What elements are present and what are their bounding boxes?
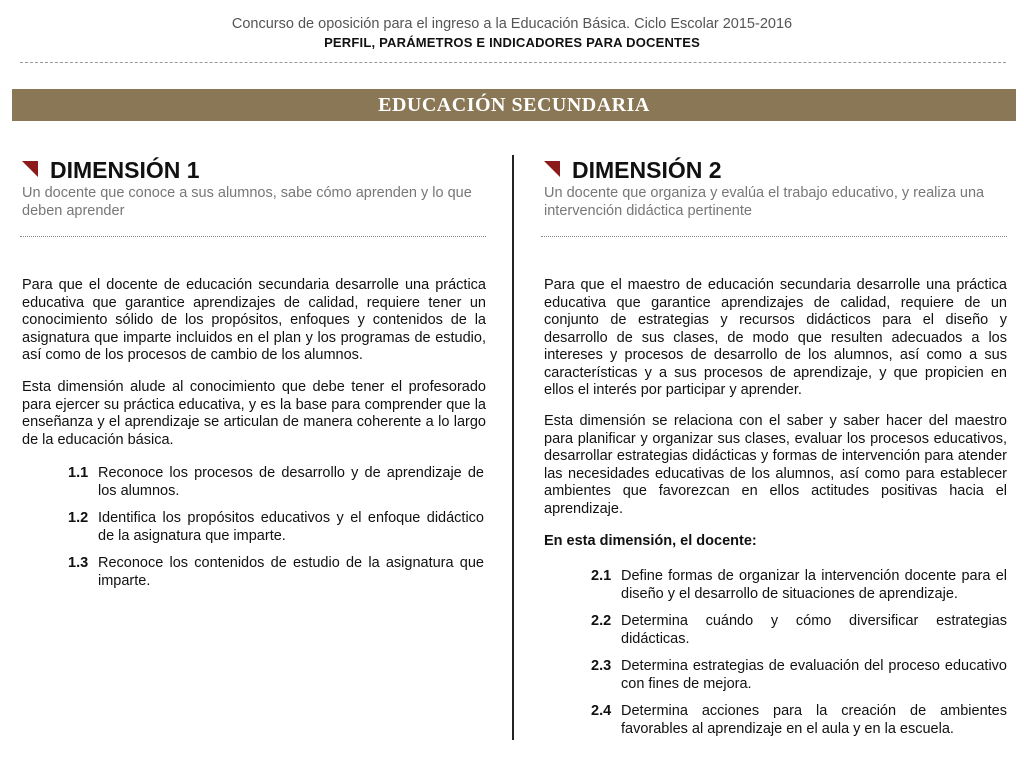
indicator-item	[591, 612, 1007, 648]
document-header-title: Concurso de oposición para el ingreso a la Educación Básica. Ciclo Escolar 2015-2016	[231, 16, 793, 32]
dimension-1-indicator-list	[68, 464, 484, 599]
indicator-item	[68, 554, 484, 590]
triangle-marker-icon	[544, 161, 560, 177]
dimension-1-paragraph-2: Esta dimensión alude al conocimiento que debe tener el profesorado para ejercer su práctica educativa, y es la base para comprender que la enseñanza y el aprendizaje se articulan de manera coherente a lo largo de la educación básica.	[22, 379, 486, 448]
indicator-item	[591, 657, 1007, 693]
indicator-number: 1.3	[68, 555, 89, 571]
dimension-1-rule	[20, 236, 486, 237]
dimension-2-paragraph-1: Para que el maestro de educación secundaria desarrolle una práctica educativa que garantice aprendizajes de calidad, requiere de un conjunto de estrategias y recursos didácticos para el diseño y desarrollo de sus clases, de modo que resulten adecuados a los intereses y procesos de desarrollo de los alumnos, así como a sus características y a sus procesos de aprendizaje, y que propicien en ellos el interés por participar y aprender.	[544, 277, 1007, 398]
dimension-2-paragraph-2: Esta dimensión se relaciona con el saber y saber hacer del maestro para planificar y organizar sus clases, evaluar los procesos educativos, desarrollar estrategias didácticas y formas de intervención para atender las necesidades educativas de los alumnos, así como para establecer ambientes que favorezcan en ellos actitudes positivas hacia el aprendizaje.	[544, 413, 1007, 517]
dimension-2-heading	[544, 157, 722, 184]
dimension-1-heading	[22, 157, 200, 184]
indicator-item	[68, 509, 484, 545]
indicator-number: 1.2	[68, 510, 89, 526]
indicator-text: Reconoce los contenidos de estudio de la asignatura que imparte.	[98, 555, 484, 589]
indicator-number: 2.1	[591, 568, 612, 584]
triangle-marker-icon	[22, 161, 38, 177]
indicator-item	[591, 567, 1007, 603]
indicator-number: 2.2	[591, 613, 612, 629]
dimension-2-lead-text: En esta dimensión, el docente:	[544, 533, 757, 549]
indicator-text: Identifica los propósitos educativos y el enfoque didáctico de la asignatura que imparte.	[98, 510, 484, 544]
dimension-2-rule	[541, 236, 1007, 237]
indicator-number: 1.1	[68, 465, 89, 481]
dimension-1-title: DIMENSIÓN 1	[50, 157, 200, 183]
dimension-2-subtitle: Un docente que organiza y evalúa el trabajo educativo, y realiza una intervención didáctica pertinente	[544, 185, 985, 219]
section-banner: EDUCACIÓN SECUNDARIA	[12, 89, 1016, 121]
dimension-2-indicator-list	[591, 567, 1007, 747]
indicator-text: Determina cuándo y cómo diversificar estrategias didácticas.	[621, 613, 1007, 647]
indicator-text: Determina acciones para la creación de ambientes favorables al aprendizaje en el aula y en la escuela.	[621, 703, 1007, 737]
dimension-1-subtitle: Un docente que conoce a sus alumnos, sabe cómo aprenden y lo que deben aprender	[22, 185, 472, 219]
column-divider	[512, 155, 514, 740]
dimension-2-title: DIMENSIÓN 2	[572, 157, 722, 183]
indicator-number: 2.3	[591, 658, 612, 674]
indicator-number: 2.4	[591, 703, 612, 719]
indicator-item	[591, 702, 1007, 738]
indicator-text: Determina estrategias de evaluación del proceso educativo con fines de mejora.	[621, 658, 1007, 692]
indicator-text: Reconoce los procesos de desarrollo y de aprendizaje de los alumnos.	[98, 465, 484, 499]
dimension-1-paragraph-1: Para que el docente de educación secundaria desarrolle una práctica educativa que garantice aprendizajes de calidad, requiere tener un conocimiento sólido de los propósitos, enfoques y contenidos de la asignatura que imparte incluidos en el plan y los programas de estudio, así como de los procesos de cambio de los alumnos.	[22, 277, 486, 363]
indicator-text: Define formas de organizar la intervención docente para el diseño y el desarrollo de situaciones de aprendizaje.	[621, 568, 1007, 602]
document-header-subtitle: PERFIL, PARÁMETROS E INDICADORES PARA DOCENTES	[324, 35, 700, 50]
indicator-item	[68, 464, 484, 500]
header-divider	[20, 62, 1006, 63]
